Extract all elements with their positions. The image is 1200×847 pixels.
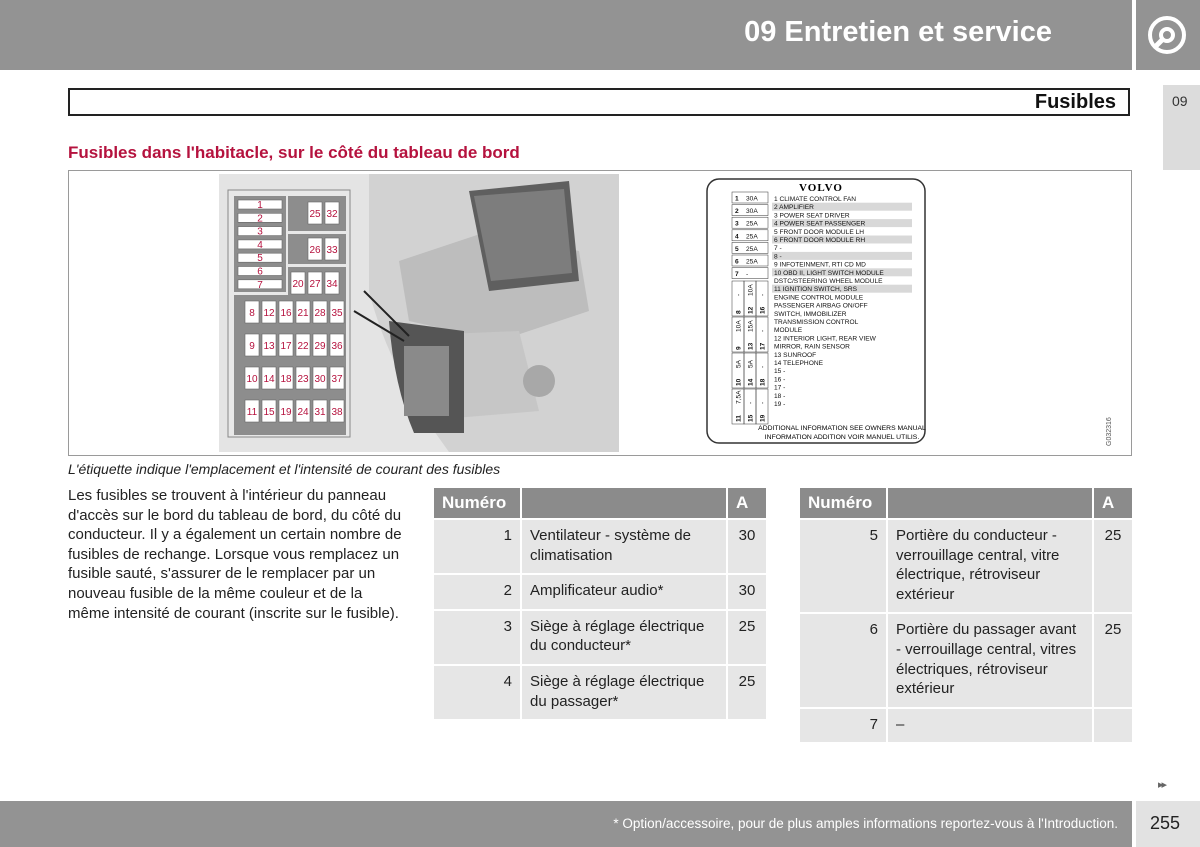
label-fuse-amp: 15A [747,320,755,332]
cell-amp: 25 [1094,614,1132,706]
fuse-number: 35 [331,308,343,319]
label-fuse-amp: 30A [746,208,758,216]
cell-num: 1 [434,520,520,573]
fuse-number: 8 [249,308,255,319]
label-line: 8 - [774,253,782,261]
cell-desc: Portière du conducteur - verrouillage central, vitre électrique, rétroviseur extérieur [888,520,1092,612]
label-line: 12 INTERIOR LIGHT, REAR VIEW [774,335,876,343]
label-fuse-number: 17 [759,342,767,350]
fuse-number: 37 [331,374,343,385]
label-fuse-number: 9 [735,346,743,350]
label-fuse-number: 8 [735,310,743,314]
label-line: 17 - [774,384,786,392]
cell-desc: – [888,709,1092,743]
chapter-header-bar [0,0,1132,70]
chapter-tab-label: 09 [1172,93,1188,109]
fuse-number: 13 [263,341,275,352]
page-number-box [1132,801,1200,847]
fuse-number: 26 [309,245,321,256]
cell-num: 4 [434,666,520,719]
label-fuse-amp: 5A [747,359,755,368]
cell-desc: Siège à réglage électrique du passager* [522,666,726,719]
label-line: MIRROR, RAIN SENSOR [774,343,850,351]
cell-amp: 25 [728,666,766,719]
cell-desc: Portière du passager avant - verrouillage central, vitres électriques, rétroviseur extérieur [888,614,1092,706]
cell-desc: Siège à réglage électrique du conducteur* [522,611,726,664]
fuse-number: 1 [257,200,263,211]
label-line: 3 POWER SEAT DRIVER [774,212,850,220]
section-title: Fusibles [1034,91,1116,113]
label-fuse-number: 19 [759,414,767,422]
label-fuse-number: 5 [735,245,739,253]
fuse-number: 22 [297,341,309,352]
label-brand: VOLVO [799,182,843,194]
label-fuse-amp: - [759,401,767,404]
label-fuse-amp: 25A [746,220,758,228]
label-line: 11 IGNITION SWITCH, SRS [774,286,858,294]
fuse-number: 7 [257,279,263,291]
label-line: MODULE [774,327,803,335]
fuse-number: 28 [314,308,326,319]
label-fuse-amp: 25A [746,245,758,253]
label-line: SWITCH, IMMOBILIZER [774,310,847,318]
body-paragraph: Les fusibles se trouvent à l'intérieur du panneau d'accès sur le bord du tableau de bord, du côté du conducteur. Il y a également un certain nombre de fusibles de rechange. Lorsque vous remplacez un fusible sauté, s'assurer de le remplacer par un nouveau fusible de la même couleur et de la même intensité de courant (inscrite sur le fusible). [68,487,402,622]
label-line: 14 TELEPHONE [774,360,823,367]
col-header-numero: Numéro [800,488,886,518]
fuse-figure-svg [69,171,1131,455]
subsection-title: Fusibles dans l'habitacle, sur le côté du tableau de bord [68,143,520,162]
fuse-number: 5 [257,253,263,265]
fuse-number: 21 [297,308,309,319]
label-line: PASSENGER AIRBAG ON/OFF [774,302,868,310]
table-row [434,575,766,609]
table-header-row [434,488,766,518]
col-header-desc [522,488,726,518]
cell-num: 6 [800,614,886,706]
continue-arrows-icon: ▸▸ [1158,779,1166,791]
fuse-number: 10 [246,374,258,385]
table-row [434,611,766,664]
label-fuse-number: 1 [735,195,739,203]
chapter-tab [1163,85,1200,170]
fuse-number: 30 [314,374,326,385]
label-fuse-number: 3 [735,220,739,228]
fuse-number: 23 [297,374,309,385]
fuse-number: 9 [249,341,255,352]
table-row [434,666,766,719]
fuse-number: 24 [297,407,309,418]
label-fuse-amp: 5A [735,359,743,368]
fuse-number: 11 [246,407,258,418]
label-fuse-amp: - [746,271,749,279]
label-footer-2: INFORMATION ADDITION VOIR MANUEL UTILIS. [764,434,920,441]
table-row [434,520,766,573]
label-footer-1: ADDITIONAL INFORMATION SEE OWNERS MANUAL [758,425,926,432]
fuse-number: 32 [326,209,338,220]
label-line: 19 - [774,401,786,408]
chapter-icon-box [1132,0,1200,70]
label-line: 6 FRONT DOOR MODULE RH [774,237,866,244]
figure-code: G032316 [1106,417,1113,446]
fuse-number: 25 [309,209,321,220]
label-fuse-amp: 10A [735,320,743,332]
fuse-number: 15 [263,407,275,418]
fuse-number: 3 [257,226,263,238]
cell-num: 2 [434,575,520,609]
label-line: 5 FRONT DOOR MODULE LH [774,228,865,236]
col-header-amp: A [728,488,766,518]
col-header-numero: Numéro [434,488,520,518]
label-fuse-amp: - [759,329,767,332]
label-line: ENGINE CONTROL MODULE [774,294,864,302]
figure-caption: L'étiquette indique l'emplacement et l'intensité de courant des fusibles [68,461,501,477]
chapter-title: 09 Entretien et service [744,16,1052,48]
label-line-shading [772,252,912,260]
cell-desc: Ventilateur - système de climatisation [522,520,726,573]
fuse-number: 14 [263,374,275,385]
label-line: 2 AMPLIFIER [774,204,814,212]
footer-note: * Option/accessoire, pour de plus amples informations reportez-vous à l'Introduction. [613,816,1118,831]
label-fuse-number: 10 [735,378,743,386]
fuse-number: 27 [309,279,321,290]
label-line: 7 - [774,245,782,253]
fuse-number: 20 [292,279,304,290]
fuse-number: 2 [257,213,263,225]
cell-num: 3 [434,611,520,664]
label-fuse-amp: 7,5A [735,390,743,404]
label-fuse-number: 2 [735,208,739,216]
fuse-illustration [68,170,1132,456]
label-fuse-number: 14 [747,378,755,386]
col-header-amp: A [1094,488,1132,518]
cell-num: 5 [800,520,886,612]
label-fuse-amp: - [759,293,767,296]
label-line: TRANSMISSION CONTROL [774,319,859,326]
label-line: 10 OBD II, LIGHT SWITCH MODULE [774,269,884,277]
label-fuse-number: 6 [735,258,739,266]
label-fuse-amp: 30A [746,195,758,203]
table-row [800,520,1132,612]
page-number: 255 [1150,813,1181,833]
label-fuse-amp: 10A [747,284,755,296]
fuse-panel-diagram [228,190,350,437]
label-fuse-amp: 25A [746,258,758,266]
label-fuse-number: 7 [735,271,739,279]
cell-amp: 30 [728,520,766,573]
label-fuse-amp: - [759,365,767,368]
table-row [800,614,1132,706]
cell-amp [1094,709,1132,743]
label-fuse-number: 4 [735,233,739,241]
label-line: 18 - [774,392,786,400]
label-fuse-number: 11 [735,415,743,422]
cell-amp: 30 [728,575,766,609]
wrench-gear-icon [1147,15,1187,55]
fuse-number: 34 [326,279,338,290]
fuse-number: 31 [314,407,326,418]
fuse-number: 17 [280,341,292,352]
fuse-table-2 [798,486,1134,744]
label-fuse-amp: 25A [746,233,758,241]
label-fuse-amp: - [735,293,743,296]
table-header-row [800,488,1132,518]
cell-desc: Amplificateur audio* [522,575,726,609]
label-fuse-number: 12 [747,306,755,314]
fuse-number: 6 [257,266,263,278]
label-fuse-number: 13 [747,342,755,350]
label-fuse-number: 16 [759,306,767,314]
label-fuse-amp: - [747,401,755,404]
fuse-label-card [707,179,926,443]
cell-amp: 25 [728,611,766,664]
col-header-desc [888,488,1092,518]
table-row [800,709,1132,743]
fuse-number: 29 [314,341,326,352]
label-line: 13 SUNROOF [774,351,817,359]
fuse-number: 36 [331,341,343,352]
label-line: DSTC/STEERING WHEEL MODULE [774,278,883,285]
label-line: 9 INFOTEINMENT, RTI CD MD [774,261,866,269]
label-line: 1 CLIMATE CONTROL FAN [774,196,857,203]
fuse-table-1 [432,486,768,721]
fuse-number: 16 [280,308,292,319]
fuse-number: 12 [263,308,275,319]
label-line: 16 - [774,376,786,384]
fuse-number: 38 [331,407,343,418]
section-bar [68,88,1130,116]
footer-bar [0,801,1132,847]
label-fuse-number: 18 [759,378,767,386]
fuse-number: 18 [280,374,292,385]
label-fuse-number: 15 [747,414,755,422]
fuse-number: 4 [257,239,263,251]
cell-num: 7 [800,709,886,743]
fuse-number: 19 [280,407,292,418]
fuse-number: 33 [326,245,338,256]
cell-amp: 25 [1094,520,1132,612]
label-line: 15 - [774,368,786,376]
label-line: 4 POWER SEAT PASSENGER [774,220,866,228]
